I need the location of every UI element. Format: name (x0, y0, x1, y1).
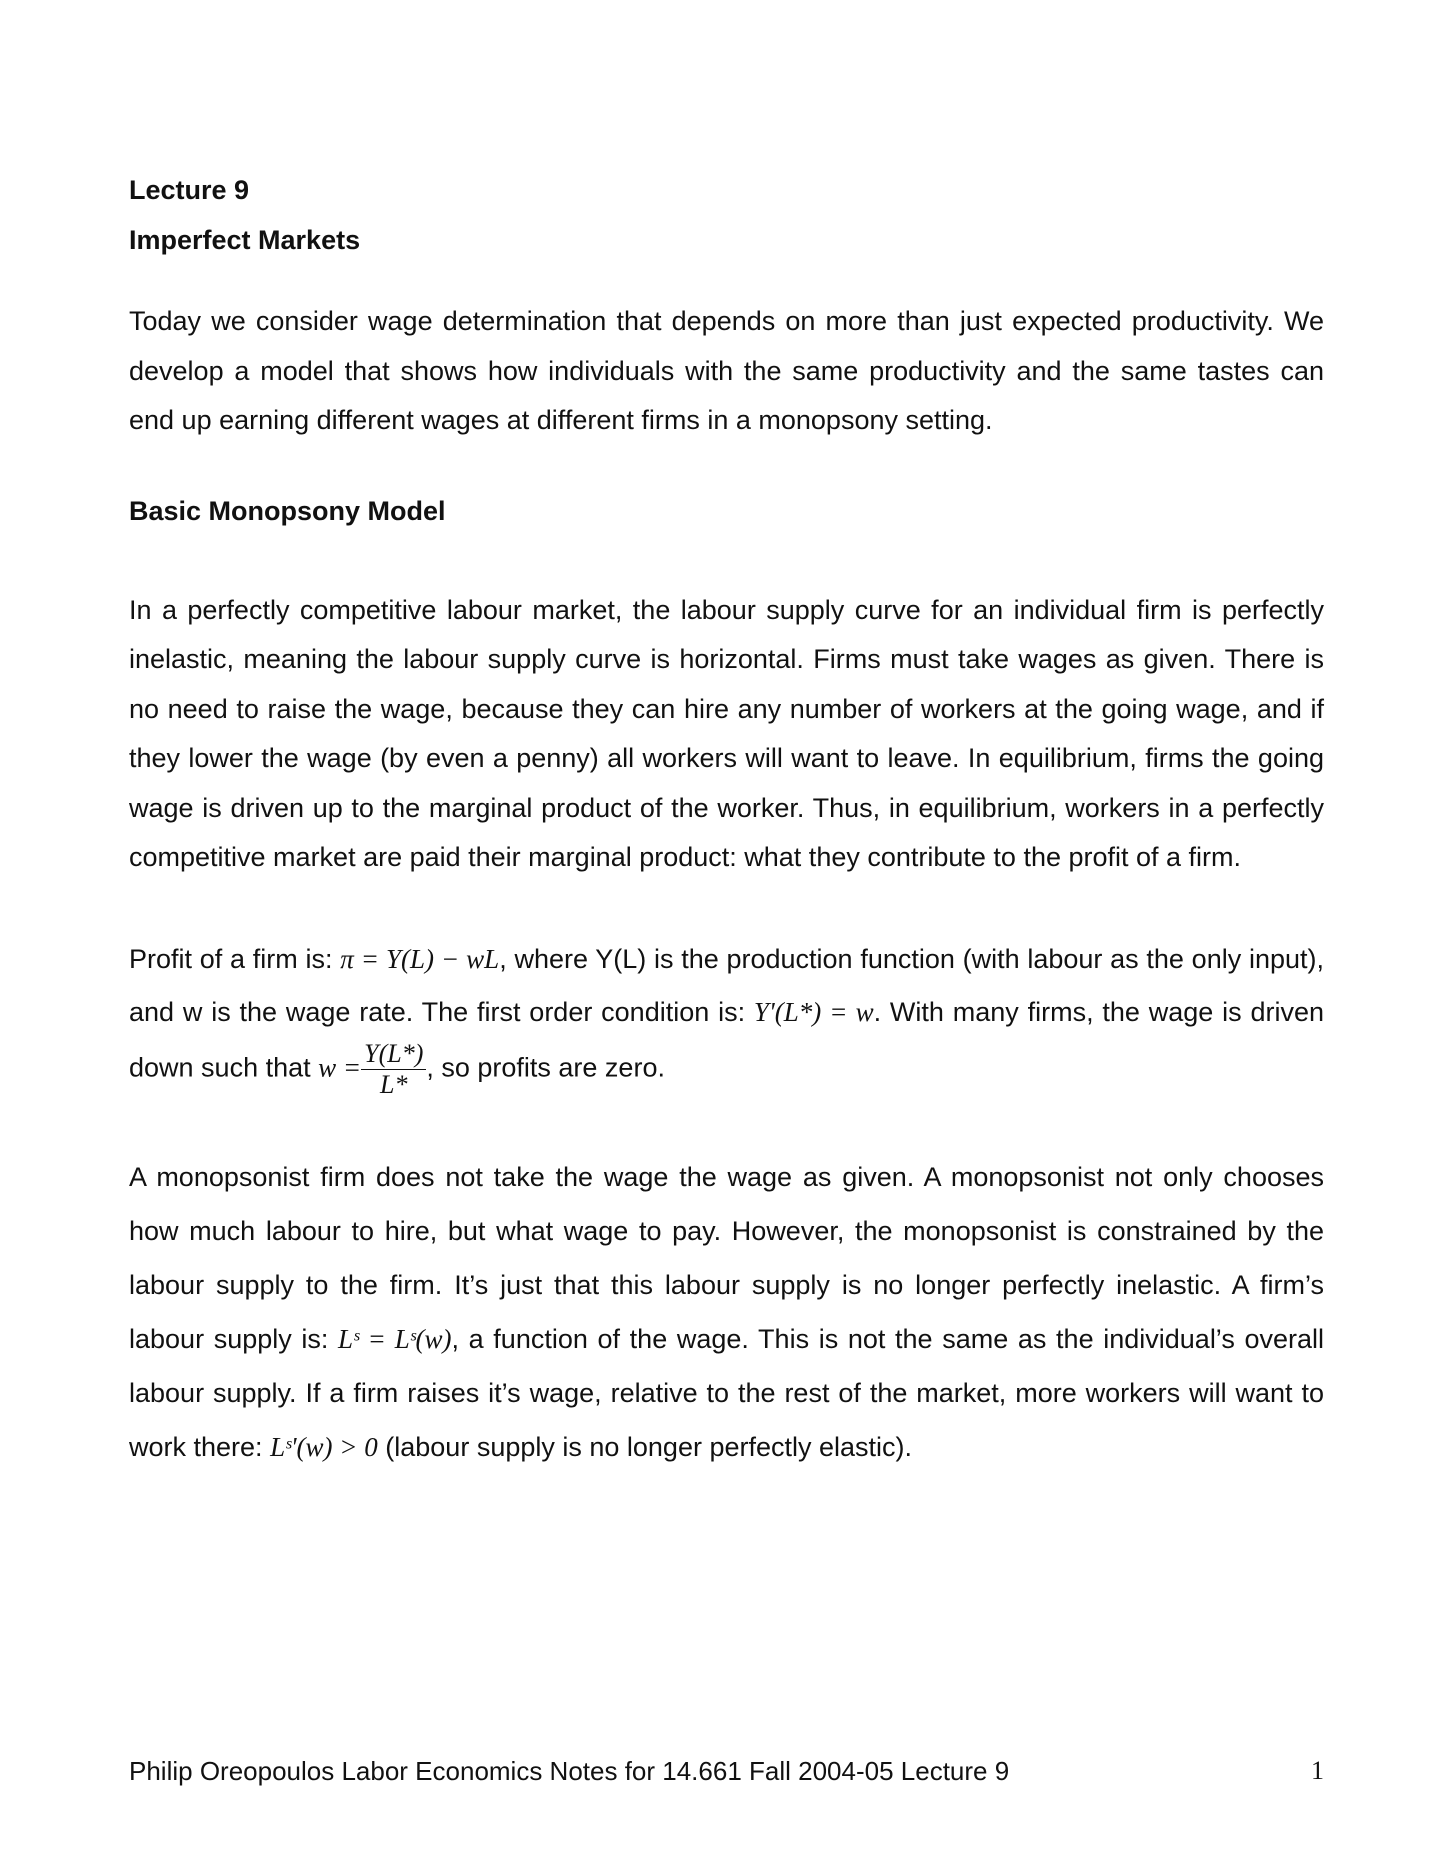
page-number: 1 (1311, 1756, 1324, 1785)
labour-supply-derivative-equation: Lˢ'(w) > 0 (270, 1431, 378, 1462)
profit-paragraph (129, 933, 1324, 1100)
monopsonist-text-2: , a function of the wage. This is not the same as the individual’s overall labour supply. If a firm raises it’s wage, relative to the rest of the market, more workers will want to work there: (129, 1323, 1325, 1462)
profit-text-1: Profit of a firm is: (129, 943, 341, 974)
wage-fraction (361, 1039, 426, 1100)
competitive-market-paragraph: In a perfectly competitive labour market, the labour supply curve for an individual firm is perfectly inelastic, meaning the labour supply curve is horizontal. Firms must take wages as given. There is no need to raise the wage, because they can hire any number of workers at the going wage, and if they lower the wage (by even a penny) all workers will want to leave. In equilibrium, firms the going wage is driven up to the marginal product of the worker. Thus, in equilibrium, workers in a perfectly competitive market are paid their marginal product: what they contribute to the profit of a firm. (129, 594, 1324, 872)
profit-text-2: , where Y(L) is the production function (with labour as the only input), and w is the wage rate. The first order condition is: (129, 943, 1324, 1027)
section-heading: Basic Monopsony Model (129, 495, 446, 526)
profit-text-4: , so profits are zero. (426, 1052, 665, 1083)
profit-text-3: . With many firms, the wage is driven down such that (129, 996, 1324, 1083)
document-body (129, 165, 1324, 1474)
wage-equation-lhs: w = (318, 1052, 362, 1083)
lecture-number: Lecture 9 (129, 175, 250, 205)
labour-supply-equation: Lˢ = Lˢ(w) (338, 1323, 452, 1354)
monopsonist-paragraph (129, 1150, 1324, 1474)
first-order-condition-equation: Y'(L*) = w (753, 996, 874, 1027)
footer-citation: Philip Oreopoulos Labor Economics Notes for 14.661 Fall 2004-05 Lecture 9 (129, 1756, 1010, 1786)
profit-equation: π = Y(L) − wL (340, 943, 500, 974)
monopsonist-text-3: (labour supply is no longer perfectly elastic). (377, 1431, 913, 1462)
wage-fraction-numerator: Y(L*) (361, 1039, 426, 1070)
lecture-title: Imperfect Markets (129, 225, 361, 255)
intro-paragraph: Today we consider wage determination that depends on more than just expected productivity. We develop a model that shows how individuals with the same productivity and the same tastes can end up earning different wages at different firms in a monopsony setting. (129, 306, 1324, 435)
wage-fraction-denominator: L* (380, 1069, 408, 1099)
monopsonist-text-1: A monopsonist firm does not take the wage the wage as given. A monopsonist not only chooses how much labour to hire, but what wage to pay. However, the monopsonist is constrained by the labour supply to the firm. It’s just that this labour supply is no longer perfectly inelastic. A firm’s labour supply is: (129, 1161, 1324, 1354)
